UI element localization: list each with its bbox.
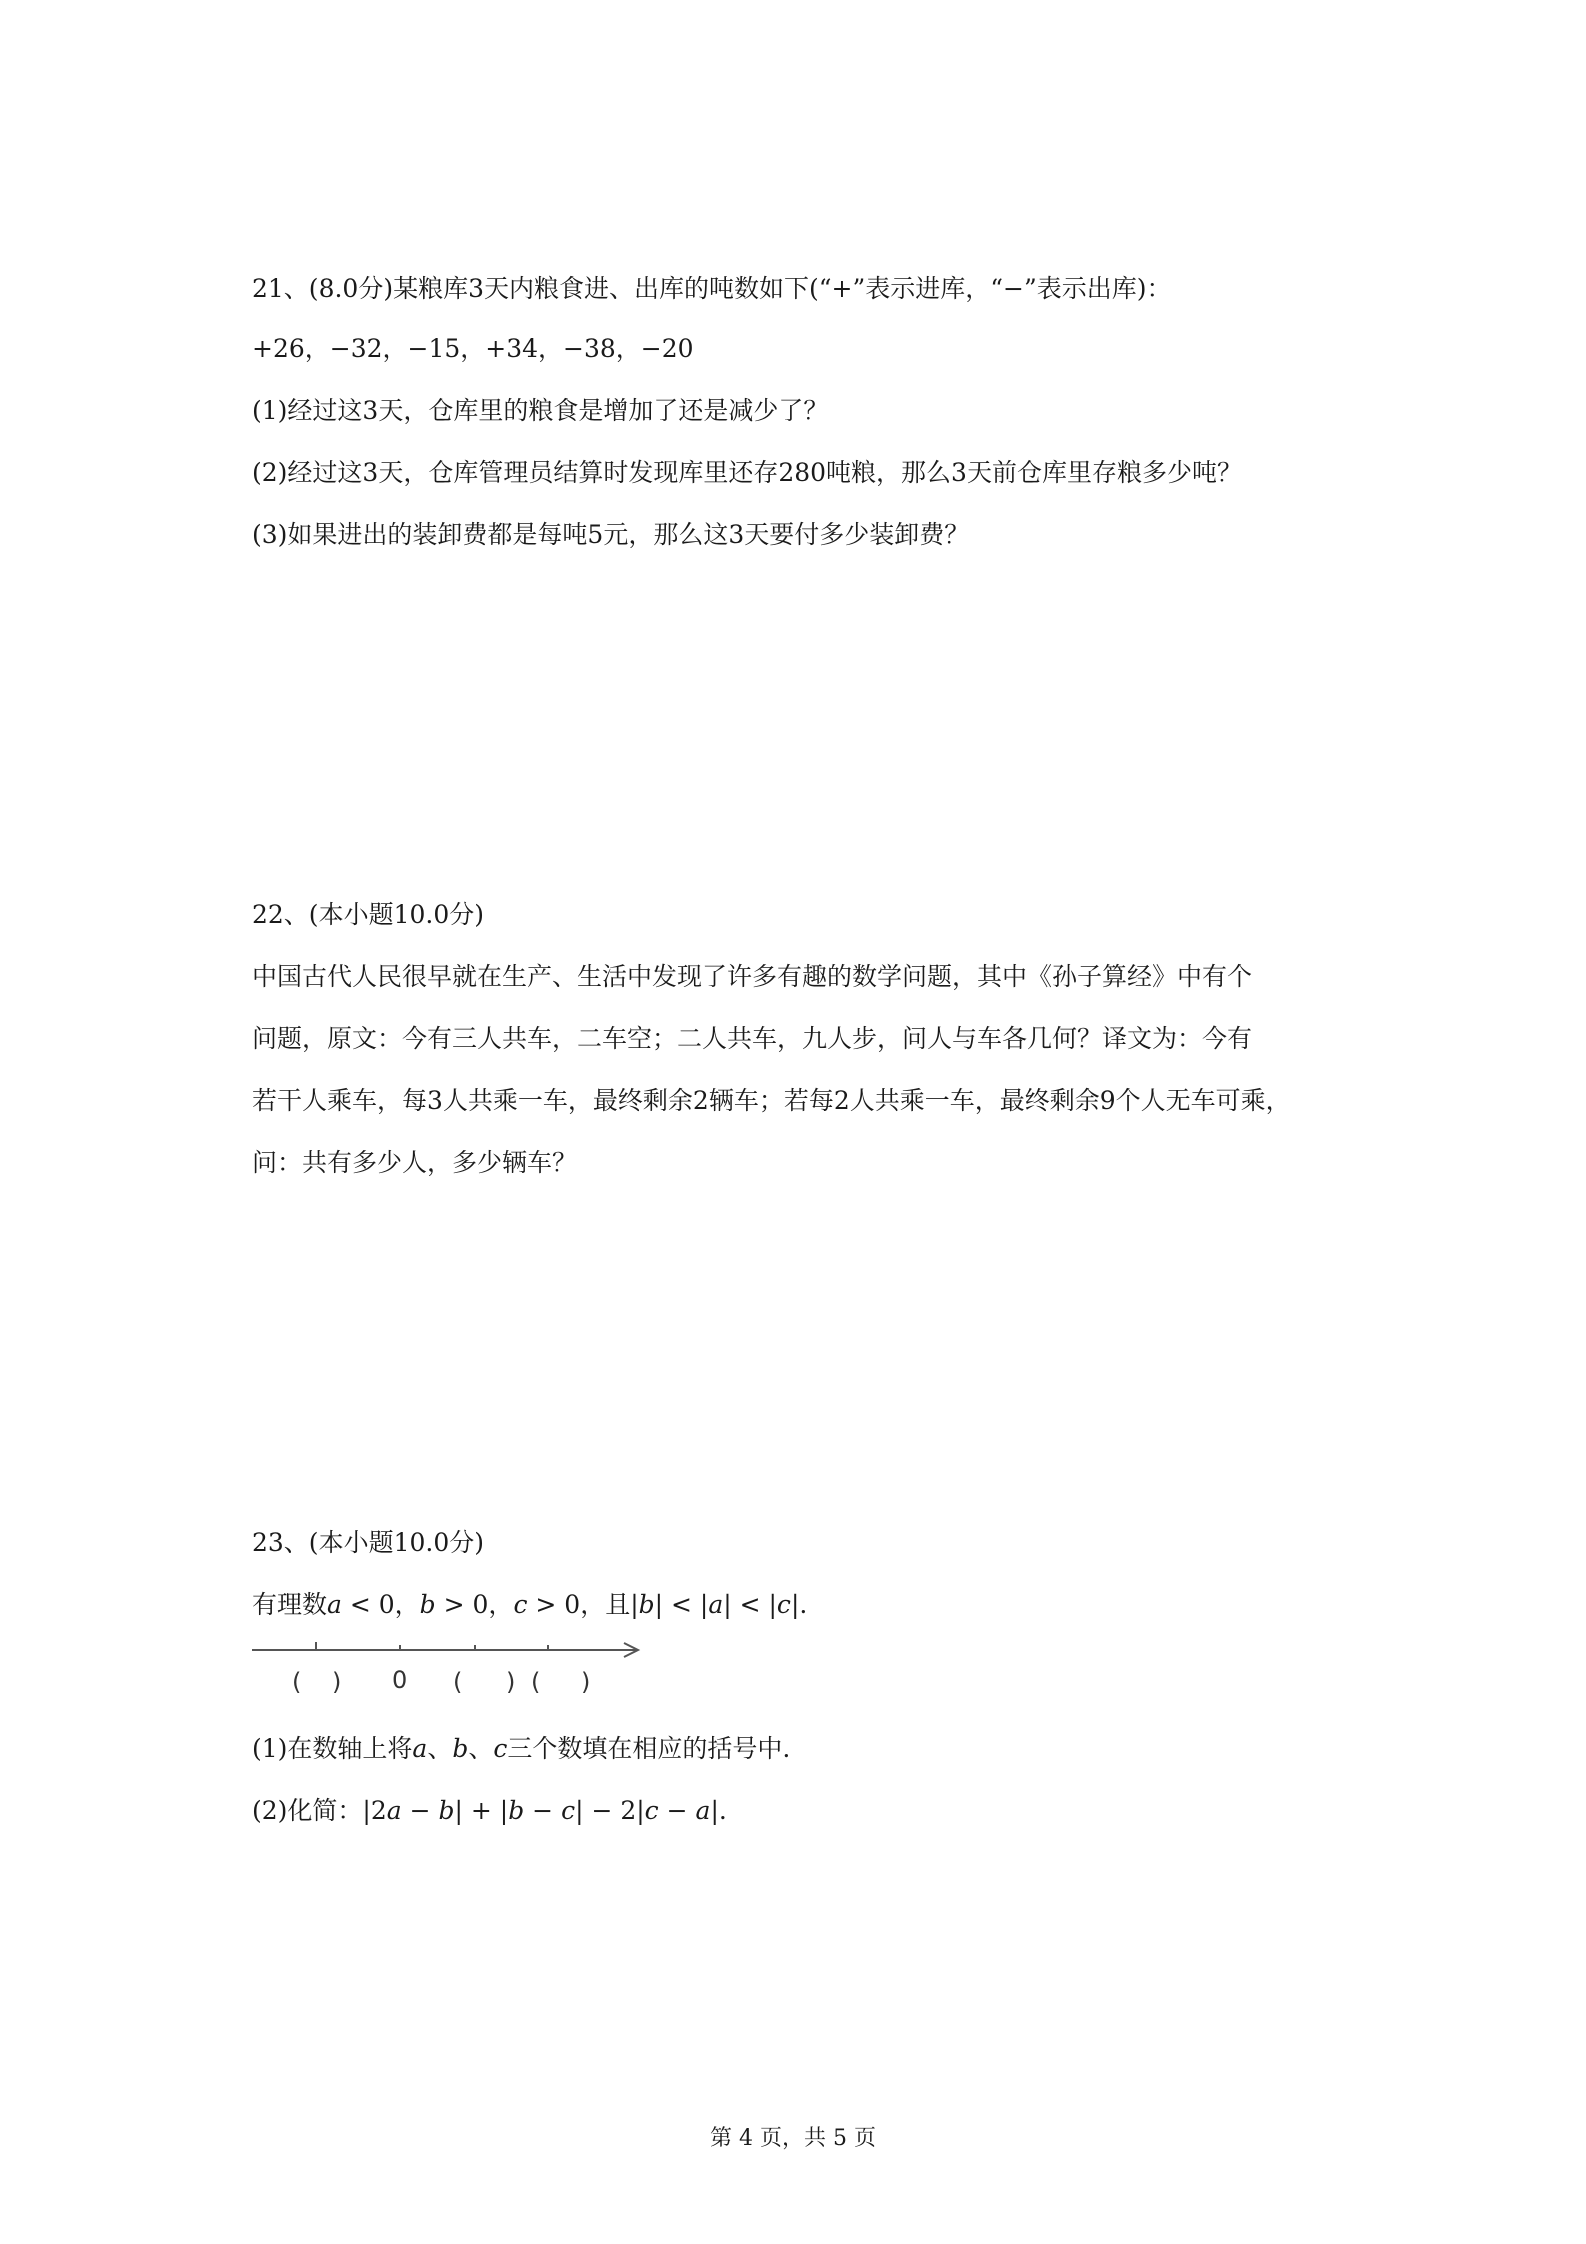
bracket-close: ): [332, 1668, 342, 1696]
var-c: c: [513, 1590, 528, 1619]
condition-text: | < |: [654, 1590, 709, 1619]
var-c: c: [776, 1590, 791, 1619]
bracket-open: (: [292, 1668, 302, 1696]
sub2-text: | + |: [454, 1796, 509, 1825]
q22-line3: 若干人乘车，每3人共乘一车，最终剩余2辆车；若每2人共乘一车，最终剩余9个人无车可乘，: [252, 1086, 1291, 1115]
q23-title: 23、(本小题10.0分): [252, 1528, 484, 1557]
sub1-suffix: 三个数填在相应的括号中.: [507, 1734, 791, 1763]
var-b: b: [419, 1590, 436, 1619]
q23-condition: [252, 1588, 807, 1622]
q22-line1: 中国古代人民很早就在生产、生活中发现了许多有趣的数学问题，其中《孙子算经》中有个: [252, 962, 1253, 991]
sub2-text: −: [401, 1796, 439, 1825]
var-a: a: [708, 1590, 724, 1619]
sub1-prefix: (1)在数轴上将: [252, 1734, 413, 1763]
condition-text: | < |: [723, 1590, 777, 1619]
var-b: b: [508, 1796, 525, 1825]
q22-line4: 问：共有多少人，多少辆车？: [252, 1148, 578, 1177]
q23-sub1: [252, 1732, 790, 1766]
sub2-text: −: [658, 1796, 696, 1825]
var-b: b: [452, 1734, 469, 1763]
q21-values: +26，−32，−15，+34，−38，−20: [252, 334, 694, 363]
var-a: a: [327, 1590, 342, 1619]
var-c: c: [644, 1796, 659, 1825]
condition-text: > 0，且|: [527, 1590, 639, 1619]
bracket-open: (: [531, 1668, 541, 1696]
var-b: b: [438, 1796, 455, 1825]
q21-sub1: (1)经过这3天，仓库里的粮食是增加了还是减少了？: [252, 396, 829, 425]
var-a: a: [412, 1734, 428, 1763]
sub1-text: 、: [427, 1734, 453, 1763]
var-c: c: [493, 1734, 508, 1763]
q23-sub2: [252, 1794, 727, 1828]
bracket-close: ): [581, 1668, 591, 1696]
bracket-open: (: [453, 1668, 463, 1696]
sub2-text: |.: [710, 1796, 727, 1825]
sub2-text: −: [524, 1796, 562, 1825]
var-c: c: [561, 1796, 576, 1825]
condition-prefix: 有理数: [252, 1590, 328, 1619]
var-a: a: [386, 1796, 402, 1825]
q21-sub3: (3)如果进出的装卸费都是每吨5元，那么这3天要付多少装卸费？: [252, 520, 970, 549]
sub1-text: 、: [468, 1734, 494, 1763]
q22-line2: 问题，原文：今有三人共车，二车空；二人共车，九人步，问人与车各几何？译文为：今有: [252, 1024, 1253, 1053]
bracket-close: ): [506, 1668, 516, 1696]
q22-title: 22、(本小题10.0分): [252, 900, 484, 929]
q21-title: 21、(8.0分)某粮库3天内粮食进、出库的吨数如下(“+”表示进库，“−”表示出库)：: [252, 274, 1172, 303]
condition-text: < 0，: [341, 1590, 420, 1619]
number-line-figure: [250, 1628, 650, 1708]
var-b: b: [638, 1590, 655, 1619]
page-footer: 第 4 页，共 5 页: [710, 2126, 876, 2151]
q21-sub2: (2)经过这3天，仓库管理员结算时发现库里还存280吨粮，那么3天前仓库里存粮多少吨？: [252, 458, 1242, 487]
condition-text: > 0，: [435, 1590, 514, 1619]
zero-label: 0: [392, 1666, 408, 1694]
var-a: a: [695, 1796, 711, 1825]
sub2-prefix: (2)化简：|2: [252, 1796, 387, 1825]
sub2-text: | − 2|: [575, 1796, 645, 1825]
condition-text: |.: [790, 1590, 808, 1619]
